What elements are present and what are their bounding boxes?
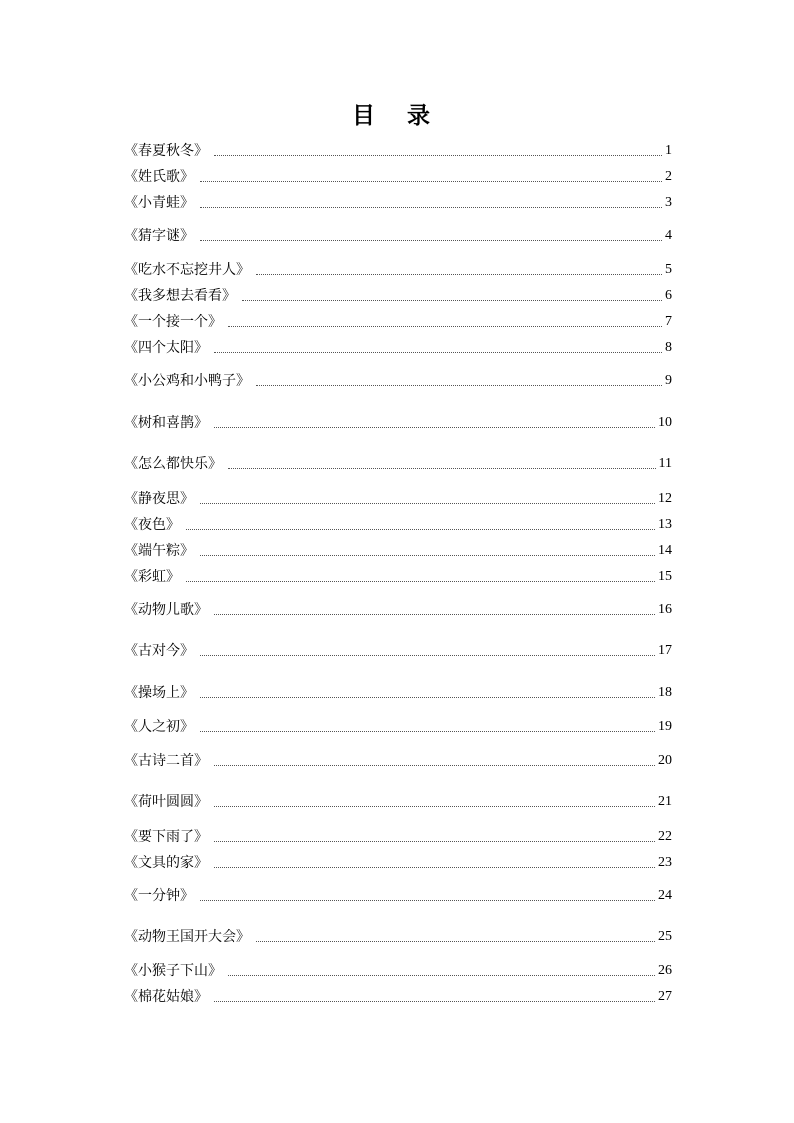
toc-entry-page-number: 20 <box>658 753 672 768</box>
toc-entry-title: 《一个接一个》 <box>124 314 222 330</box>
toc-entry-title: 《动物王国开大会》 <box>124 929 250 945</box>
toc-entry-title: 《小公鸡和小鸭子》 <box>124 373 250 389</box>
dot-leader <box>214 352 662 353</box>
dot-leader <box>256 274 662 275</box>
toc-entry-title: 《小青蛙》 <box>124 195 194 211</box>
toc-entry-title: 《动物儿歌》 <box>124 602 208 618</box>
toc-entry-title: 《一分钟》 <box>124 888 194 904</box>
toc-entry-page-number: 5 <box>665 262 672 277</box>
toc-entry-title: 《操场上》 <box>124 685 194 701</box>
toc-entry <box>124 311 672 331</box>
toc-entry <box>124 166 672 186</box>
toc-title: 目 录 <box>351 102 442 129</box>
toc-entry <box>124 225 672 245</box>
toc-entry-page-number: 23 <box>658 855 672 870</box>
dot-leader <box>214 427 655 428</box>
toc-entry-page-number: 15 <box>658 569 672 584</box>
toc-entry-page-number: 27 <box>658 989 672 1004</box>
toc-entry <box>124 259 672 279</box>
toc-entry-title: 《端午粽》 <box>124 543 194 559</box>
toc-entry-page-number: 4 <box>665 228 672 243</box>
toc-entry <box>124 791 672 811</box>
dot-leader <box>200 900 655 901</box>
toc-entry-page-number: 16 <box>658 602 672 617</box>
toc-entry-page-number: 21 <box>658 794 672 809</box>
toc-entry-page-number: 12 <box>658 491 672 506</box>
toc-entry-page-number: 7 <box>665 314 672 329</box>
toc-entry-page-number: 6 <box>665 288 672 303</box>
toc-entry <box>124 716 672 736</box>
toc-entry <box>124 682 672 702</box>
toc-entry <box>124 599 672 619</box>
toc-entry-title: 《彩虹》 <box>124 569 180 585</box>
toc-entry-title: 《四个太阳》 <box>124 340 208 356</box>
toc-entry-title: 《人之初》 <box>124 719 194 735</box>
dot-leader <box>200 181 662 182</box>
toc-entry-page-number: 3 <box>665 195 672 210</box>
toc-entry <box>124 885 672 905</box>
toc-entry-page-number: 26 <box>658 963 672 978</box>
toc-entry <box>124 826 672 846</box>
toc-entry-title: 《小猴子下山》 <box>124 963 222 979</box>
toc-entry <box>124 640 672 660</box>
dot-leader <box>200 503 655 504</box>
toc-entry-title: 《树和喜鹊》 <box>124 415 208 431</box>
dot-leader <box>186 581 655 582</box>
toc-entry-title: 《怎么都快乐》 <box>124 456 222 472</box>
toc-entry-page-number: 9 <box>665 373 672 388</box>
toc-entry <box>124 960 672 980</box>
toc-entry-title: 《春夏秋冬》 <box>124 143 208 159</box>
toc-entry-title: 《静夜思》 <box>124 491 194 507</box>
toc-entry <box>124 488 672 508</box>
toc-entry-page-number: 8 <box>665 340 672 355</box>
toc-entry <box>124 750 672 770</box>
dot-leader <box>200 655 655 656</box>
dot-leader <box>214 1001 655 1002</box>
toc-entry-page-number: 10 <box>658 415 672 430</box>
dot-leader <box>200 555 655 556</box>
dot-leader <box>214 765 655 766</box>
toc-entry <box>124 986 672 1006</box>
dot-leader <box>228 468 656 469</box>
toc-entry <box>124 852 672 872</box>
dot-leader <box>200 731 655 732</box>
toc-entry-page-number: 24 <box>658 888 672 903</box>
toc-entry-title: 《要下雨了》 <box>124 829 208 845</box>
toc-entry <box>124 370 672 390</box>
toc-entry <box>124 412 672 432</box>
dot-leader <box>256 941 655 942</box>
dot-leader <box>228 326 662 327</box>
toc-entry-page-number: 18 <box>658 685 672 700</box>
toc-entry-page-number: 14 <box>658 543 672 558</box>
dot-leader <box>200 697 655 698</box>
toc-entry-title: 《棉花姑娘》 <box>124 989 208 1005</box>
toc-entry-title: 《夜色》 <box>124 517 180 533</box>
dot-leader <box>242 300 662 301</box>
toc-entry <box>124 514 672 534</box>
dot-leader <box>186 529 655 530</box>
toc-entry-page-number: 17 <box>658 643 672 658</box>
dot-leader <box>214 614 655 615</box>
dot-leader <box>228 975 655 976</box>
toc-entry <box>124 453 672 473</box>
toc-entry-title: 《猜字谜》 <box>124 228 194 244</box>
toc-entry-page-number: 19 <box>658 719 672 734</box>
toc-entry-page-number: 1 <box>665 143 672 158</box>
toc-entry <box>124 926 672 946</box>
dot-leader <box>214 806 655 807</box>
toc-entry <box>124 337 672 357</box>
toc-entry-page-number: 25 <box>658 929 672 944</box>
toc-entry-page-number: 2 <box>665 169 672 184</box>
toc-entry-title: 《吃水不忘挖井人》 <box>124 262 250 278</box>
toc-entry-title: 《文具的家》 <box>124 855 208 871</box>
toc-entry-title: 《古对今》 <box>124 643 194 659</box>
toc-entry-title: 《荷叶圆圆》 <box>124 794 208 810</box>
toc-entry <box>124 140 672 160</box>
toc-entry-title: 《古诗二首》 <box>124 753 208 769</box>
dot-leader <box>256 385 662 386</box>
toc-entry-title: 《姓氏歌》 <box>124 169 194 185</box>
toc-entry-title: 《我多想去看看》 <box>124 288 236 304</box>
dot-leader <box>214 155 662 156</box>
dot-leader <box>214 867 655 868</box>
toc-entry-page-number: 13 <box>658 517 672 532</box>
toc-entry-page-number: 11 <box>658 456 672 471</box>
toc-entry <box>124 192 672 212</box>
toc-entry <box>124 540 672 560</box>
dot-leader <box>214 841 655 842</box>
toc-entry-page-number: 22 <box>658 829 672 844</box>
toc-entry <box>124 285 672 305</box>
toc-entry <box>124 566 672 586</box>
dot-leader <box>200 240 662 241</box>
dot-leader <box>200 207 662 208</box>
